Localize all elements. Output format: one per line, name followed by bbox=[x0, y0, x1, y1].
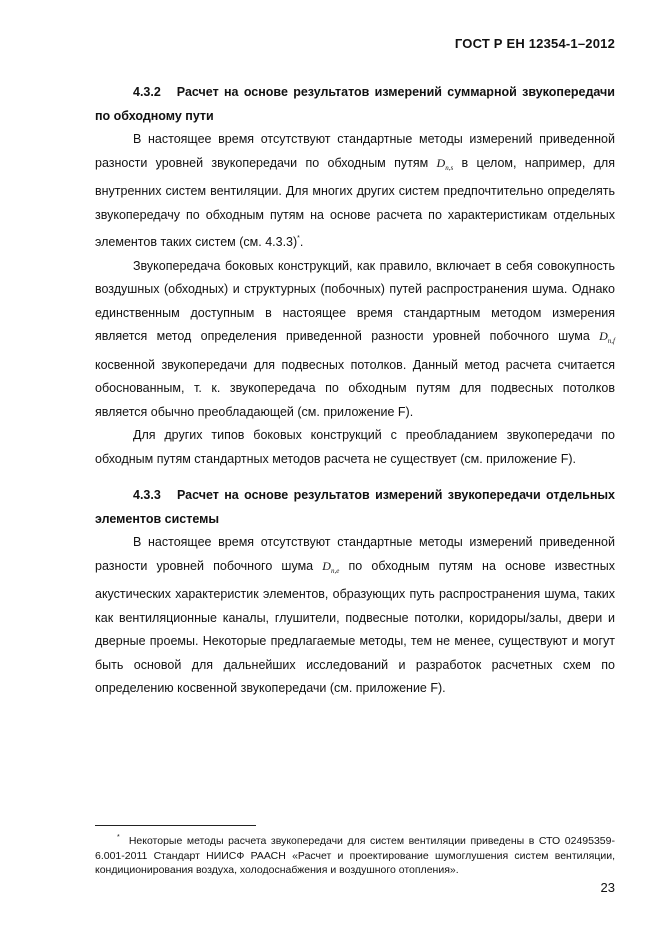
paragraph-text: В настоящее время отсутствуют стандартные методы измерений приведенной разности уровней звукопередачи по обходным путям bbox=[95, 132, 615, 170]
section-title: Расчет на основе результатов измерений суммарной звукопередачи по обходному пути bbox=[95, 85, 615, 123]
paragraph bbox=[95, 255, 615, 425]
paragraph-text: по обходным путям на основе известных акустических характеристик элементов, образующих путь распространения шума, таких как вентиляционные каналы, глушители, подвесные потолки, коридоры/залы, двери и дверные проемы. Некоторые предлагаемые методы, тем не менее, существуют и могут быть основой для дальнейших исследований и разработок расчетных схем по определению косвенной звукопередачи (см. приложение F). bbox=[95, 558, 616, 695]
paragraph-text: В настоящее время отсутствуют стандартные методы измерений приведенной разности уровней побочного шума bbox=[95, 535, 615, 573]
paragraph: В настоящее время отсутствуют стандартные методы измерений приведенной разности уровней звукопередачи по обходным путям $D_{n,s}$ в целом, например, для внутренних систем вентиляции. Для многих других систем предпочтительно определять звукопередачу по обходным путям на основе расчета по характеристикам отдельных элементов таких систем (см. 4.3.3)*. bbox=[95, 132, 615, 249]
section-4-3-2 bbox=[95, 81, 615, 471]
formula-symbol: $D_{n,s}$ bbox=[436, 155, 454, 172]
formula-symbol: $D_{n,f}$ bbox=[599, 329, 615, 345]
paragraph-text: в целом, например, для внутренних систем вентиляции. Для многих других систем предпочтительно определять звукопередачу по обходным путям на основе расчета по характеристикам отдельных элементов таких систем (см. 4.3.3) bbox=[95, 155, 615, 249]
footnote bbox=[95, 831, 615, 878]
section-title: Расчет на основе результатов измерений звукопередачи отдельных элементов системы bbox=[95, 488, 616, 526]
page-number: 23 bbox=[600, 880, 615, 895]
section-heading bbox=[95, 81, 615, 128]
section-number: 4.3.2 bbox=[133, 85, 161, 99]
footnote-divider bbox=[95, 825, 256, 826]
section-heading bbox=[95, 484, 615, 531]
footnote-text: Некоторые методы расчета звукопередачи для систем вентиляции приведены в СТО 02495359-6.001-2011 Стандарт НИИСФ РААСН «Расчет и проектирование шумоглушения систем вентиляции, кондиционирования воздуха, холодоснабжения и воздушного отопления». bbox=[95, 835, 615, 876]
section-number: 4.3.3 bbox=[133, 488, 161, 502]
paragraph bbox=[95, 531, 615, 701]
footnote-reference: * bbox=[297, 235, 300, 242]
section-4-3-3 bbox=[95, 484, 615, 701]
paragraph-text: Звукопередача боковых конструкций, как правило, включает в себя совокупность воздушных (обходных) и структурных (побочных) путей распространения шума. Однако единственным доступным в настоящее время стандартным методом измерения является метод определения приведенной разности уровней побочного шума bbox=[95, 258, 615, 343]
formula-symbol: $D_{n,e}$ bbox=[322, 558, 340, 575]
document-header: ГОСТ Р ЕН 12354-1–2012 bbox=[454, 36, 615, 51]
paragraph-text: косвенной звукопередачи для подвесных потолков. Данный метод расчета считается обоснованным, т. к. звукопередача по обходным путям для подвесных потолков является обычно преобладающей (см. приложение F). bbox=[95, 357, 615, 419]
paragraph: Для других типов боковых конструкций с преобладанием звукопередачи по обходным путям стандартных методов расчета не существует (см. приложение F). bbox=[95, 428, 615, 466]
footnote-mark: * bbox=[117, 834, 120, 841]
